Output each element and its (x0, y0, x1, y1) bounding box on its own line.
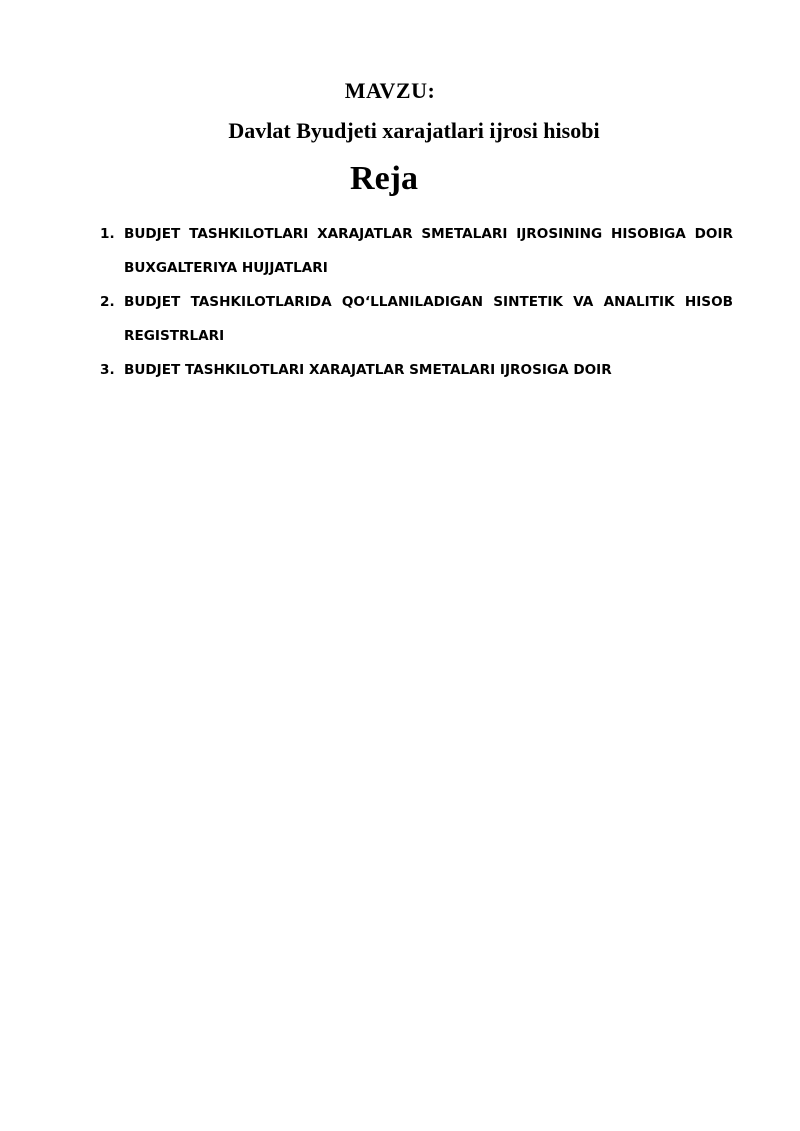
plan-item-1 (100, 217, 733, 285)
plan-title: Reja (350, 160, 418, 197)
topic-heading: MAVZU: (344, 78, 436, 103)
plan-list (100, 217, 733, 387)
plan-item-number: 1. (100, 226, 115, 242)
plan-item-2 (100, 285, 733, 353)
plan-item-text: BUDJET TASHKILOTLARI XARAJATLAR SMETALARI IJROSINING HISOBIGA DOIR BUXGALTERIYA HUJJATLARI (124, 226, 733, 276)
plan-item-number: 3. (100, 362, 115, 378)
plan-item-3 (100, 353, 733, 387)
plan-item-text: BUDJET TASHKILOTLARIDA QO‘LLANILADIGAN SINTETIK VA ANALITIK HISOB REGISTRLARI (124, 294, 733, 344)
topic-title: Davlat Byudjeti xarajatlari ijrosi hisobi (228, 118, 600, 143)
plan-item-number: 2. (100, 294, 115, 310)
plan-item-text: BUDJET TASHKILOTLARI XARAJATLAR SMETALARI IJROSIGA DOIR (124, 362, 612, 378)
